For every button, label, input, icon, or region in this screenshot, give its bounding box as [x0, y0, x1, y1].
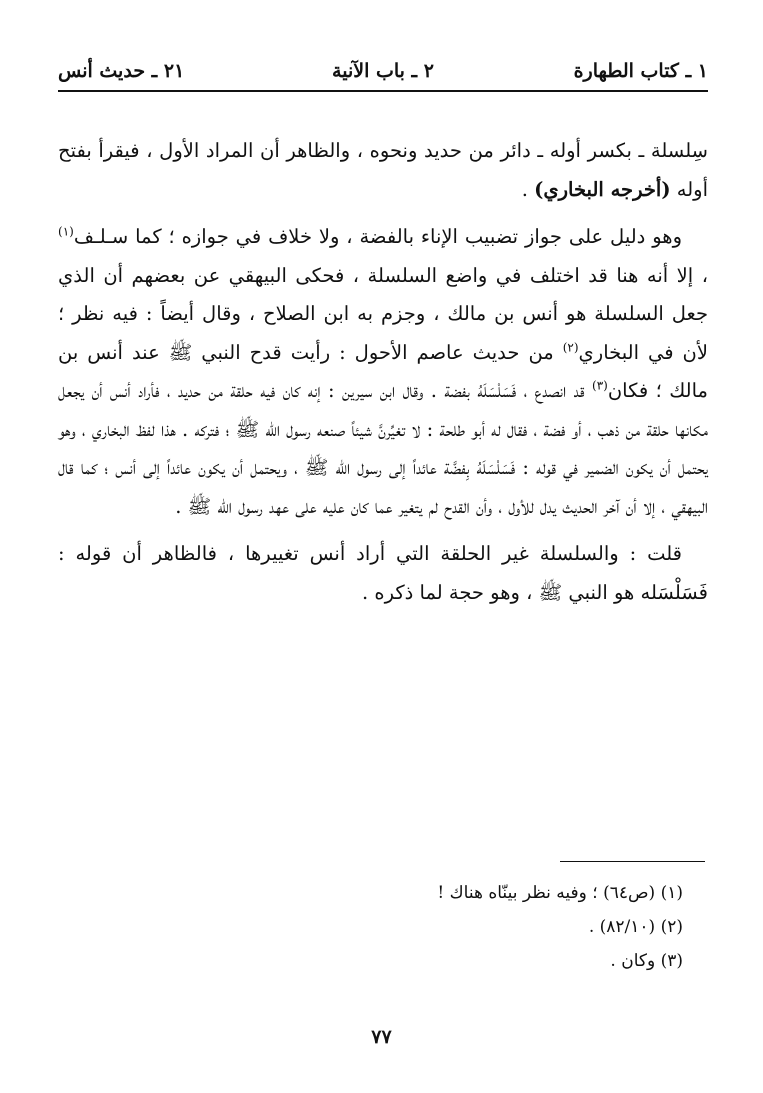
p2-text-b: ، إلا أنه هنا قد اختلف في واضع السلسلة ، فحكى البيهقي عن بعضهم أن الذي جعل السلسلة هو أنس بن مالك ، وجزم به ابن الصلاح ، وقال أيضاً : فيه نظر ؛ لأن في البخاري	[58, 263, 708, 364]
paragraph-3: قلت : والسلسلة غير الحلقة التي أراد أنس تغييرها ، فالظاهر أن قوله : فَسَلْسَله هو النبي ﷺ ، وهو حجة لما ذكره .	[58, 542, 708, 604]
paragraph-2	[58, 218, 708, 526]
header-hadith-title: ٢١ ـ حديث أنس	[58, 60, 185, 82]
footnote-ref-3: (٣)	[592, 378, 608, 393]
running-header	[58, 56, 708, 92]
footnote-2: (٢) (٨٢/١٠) .	[588, 917, 683, 937]
p2-text-c: من حديث عاصم الأحول : رأيت قدح النبي ﷺ عند أنس بن مالك ؛ فكان	[58, 340, 708, 402]
header-book-title: ١ ـ كتاب الطهارة	[573, 60, 708, 82]
footnote-ref-2: (٢)	[562, 340, 579, 354]
p1-bold-citation: (أخرجه البخاري)	[534, 177, 671, 201]
p1-text: سِلسلة ـ بكسر أوله ـ دائر من حديد ونحوه ، والظاهر أن المراد الأول ، فيقرأ بفتح أوله	[58, 139, 708, 201]
footnote-ref-1: (١)	[58, 224, 74, 239]
footnote-1: (١) (ص٦٤) ؛ وفيه نظر بينّاه هناك !	[437, 883, 683, 903]
header-chapter-title: ٢ ـ باب الآنية	[332, 60, 434, 82]
footnote-3: (٣) وكان .	[610, 951, 683, 971]
body-text	[58, 132, 708, 621]
paragraph-1	[58, 132, 708, 209]
p2-text-a: وهو دليل على جواز تضبيب الإناء بالفضة ، ولا خلاف في جوازه ؛ كما سـلـف	[73, 225, 682, 248]
p2-text-d: قد انصدع ، فَسَلْسَلَهُ بفضة . وقال ابن سيرين : إنه كان فيه حلقة من حديد ، فأراد أنس أن يجعل مكانها حلقة من ذهب ، أو فضة ، فقال له أبو طلحة : لا تغيِّرنَّ شيئاً صنعه رسول الله ﷺ ؛ فتركه . هذا لفظ البخاري ، وهو يحتمل أن يكون الضمير في قوله : فَسَلْسَلَهُ بِفضَّة عائداً إلى رسول الله ﷺ ، ويحتمل أن يكون عائداً إلى أنس ؛ كما قال البيهقي ، إلا أن آخر الحديث يدل للأول ، وأن القدح لم يتغير عما كان عليه على عهد رسول الله ﷺ .	[58, 379, 708, 518]
p1-end: .	[521, 177, 535, 201]
page-number: ٧٧	[371, 1026, 392, 1048]
footnote-divider	[560, 861, 705, 862]
footnotes	[183, 876, 683, 978]
